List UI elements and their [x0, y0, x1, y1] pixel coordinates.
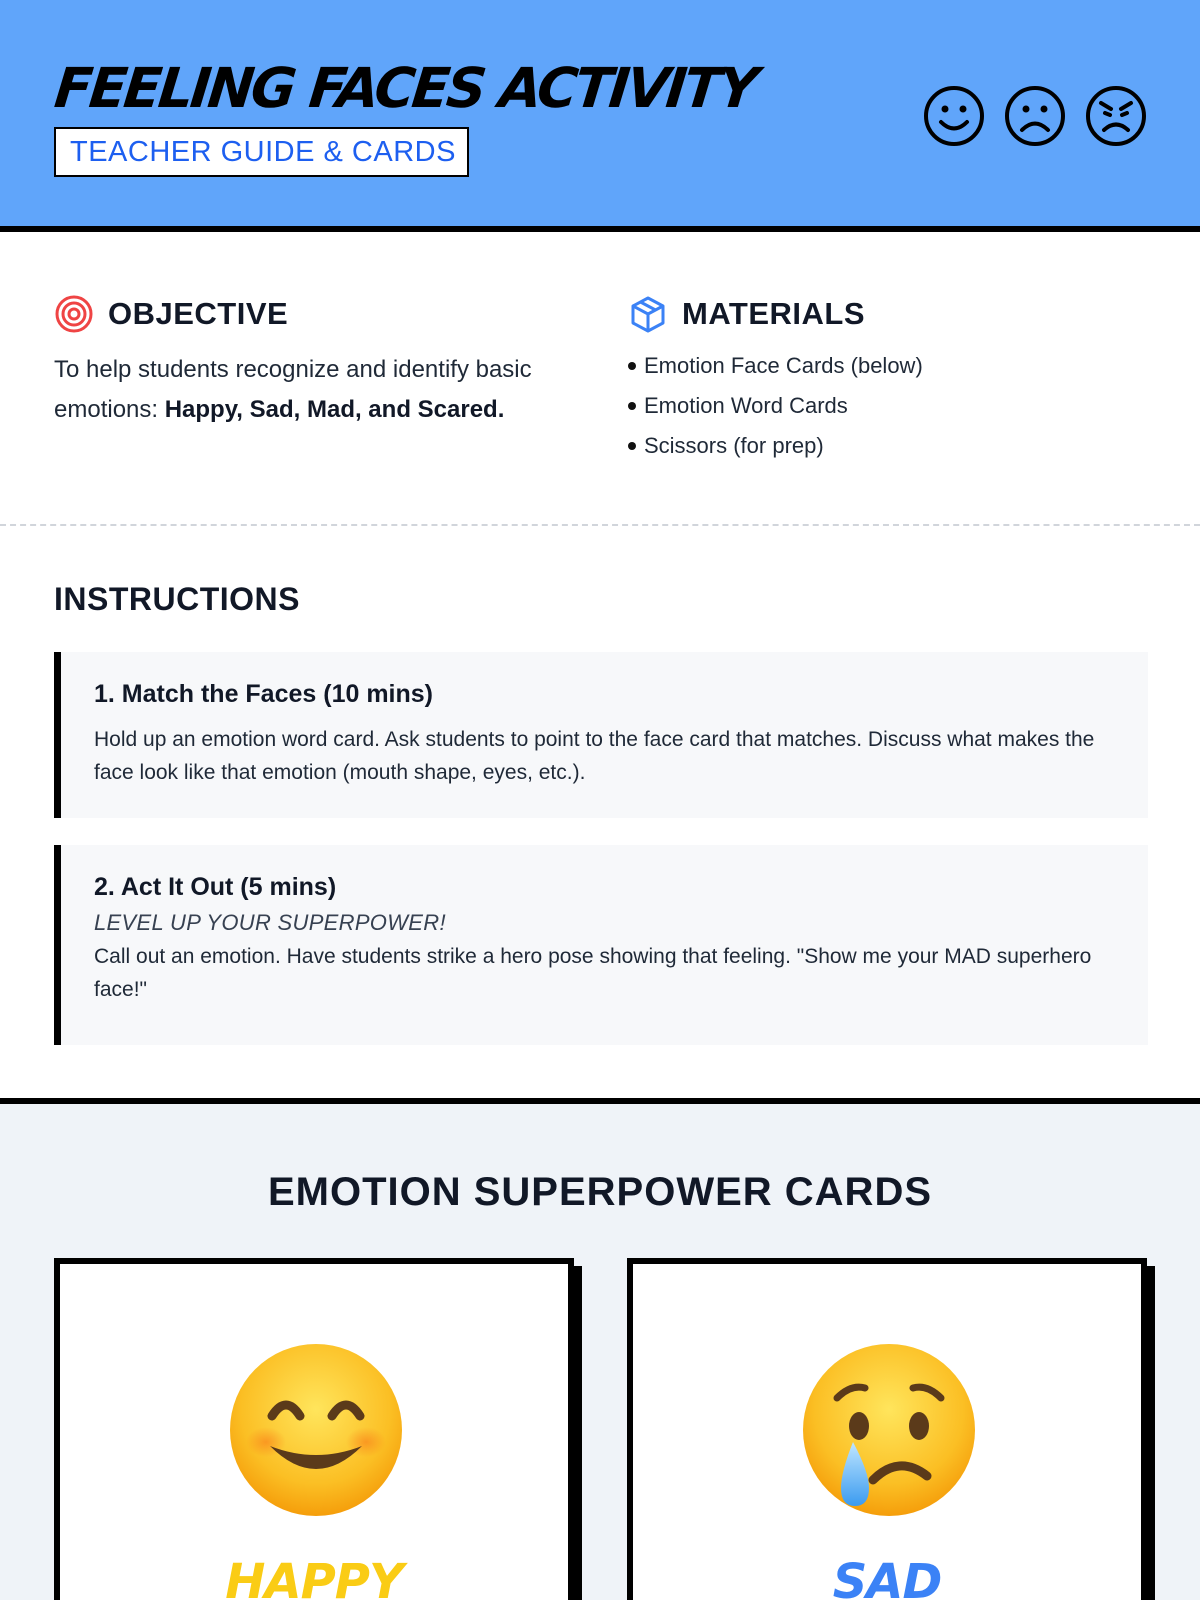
instruction-step-1: [54, 652, 1148, 818]
emotion-card-happy: [54, 1258, 574, 1600]
list-item: Emotion Face Cards (below): [628, 346, 923, 386]
objective-text-emotions: Happy, Sad, Mad, and Scared.: [164, 396, 505, 423]
card-label: HAPPY: [225, 1554, 403, 1600]
page-subtitle: TEACHER GUIDE & CARDS: [54, 127, 469, 177]
step-title: 2. Act It Out (5 mins): [94, 873, 337, 901]
materials-list: [628, 346, 923, 466]
smile-face-icon: [922, 84, 986, 148]
angry-face-icon: [1084, 84, 1148, 148]
instructions-heading: INSTRUCTIONS: [54, 581, 300, 617]
instruction-step-2: [54, 845, 1148, 1045]
materials-heading: [628, 294, 865, 334]
objective-text-plain: To help students recognize and identify basic emotions:: [54, 356, 532, 423]
section-divider: [0, 524, 1200, 526]
list-item: Scissors (for prep): [628, 426, 923, 466]
card-label: SAD: [832, 1554, 942, 1600]
objective-heading-label: OBJECTIVE: [108, 296, 289, 331]
box-icon: [628, 294, 668, 334]
frown-face-icon: [1003, 84, 1067, 148]
target-icon: [54, 294, 94, 334]
cards-section: [0, 1098, 1200, 1600]
step-body: Hold up an emotion word card. Ask students to point to the face card that matches. Discuss what makes the face look like that emotion (mouth shape, eyes, etc.).: [94, 728, 1095, 784]
list-item: Emotion Word Cards: [628, 386, 923, 426]
cards-heading: EMOTION SUPERPOWER CARDS: [267, 1170, 933, 1214]
crying-face-emoji: [801, 1342, 977, 1518]
page-title: FEELING FACES ACTIVITY: [51, 56, 759, 120]
materials-heading-label: MATERIALS: [682, 296, 866, 331]
objective-heading: [54, 294, 288, 334]
emotion-card-sad: [627, 1258, 1147, 1600]
step-tagline: LEVEL UP YOUR SUPERPOWER!: [94, 910, 446, 935]
objective-text: [54, 350, 544, 430]
header-banner: [0, 0, 1200, 232]
step-title: 1. Match the Faces (10 mins): [94, 680, 434, 708]
step-body: Call out an emotion. Have students strike a hero pose showing that feeling. "Show me your MAD superhero face!": [94, 945, 1092, 1001]
emotion-icons: [922, 84, 1148, 148]
smiling-face-emoji: [228, 1342, 404, 1518]
